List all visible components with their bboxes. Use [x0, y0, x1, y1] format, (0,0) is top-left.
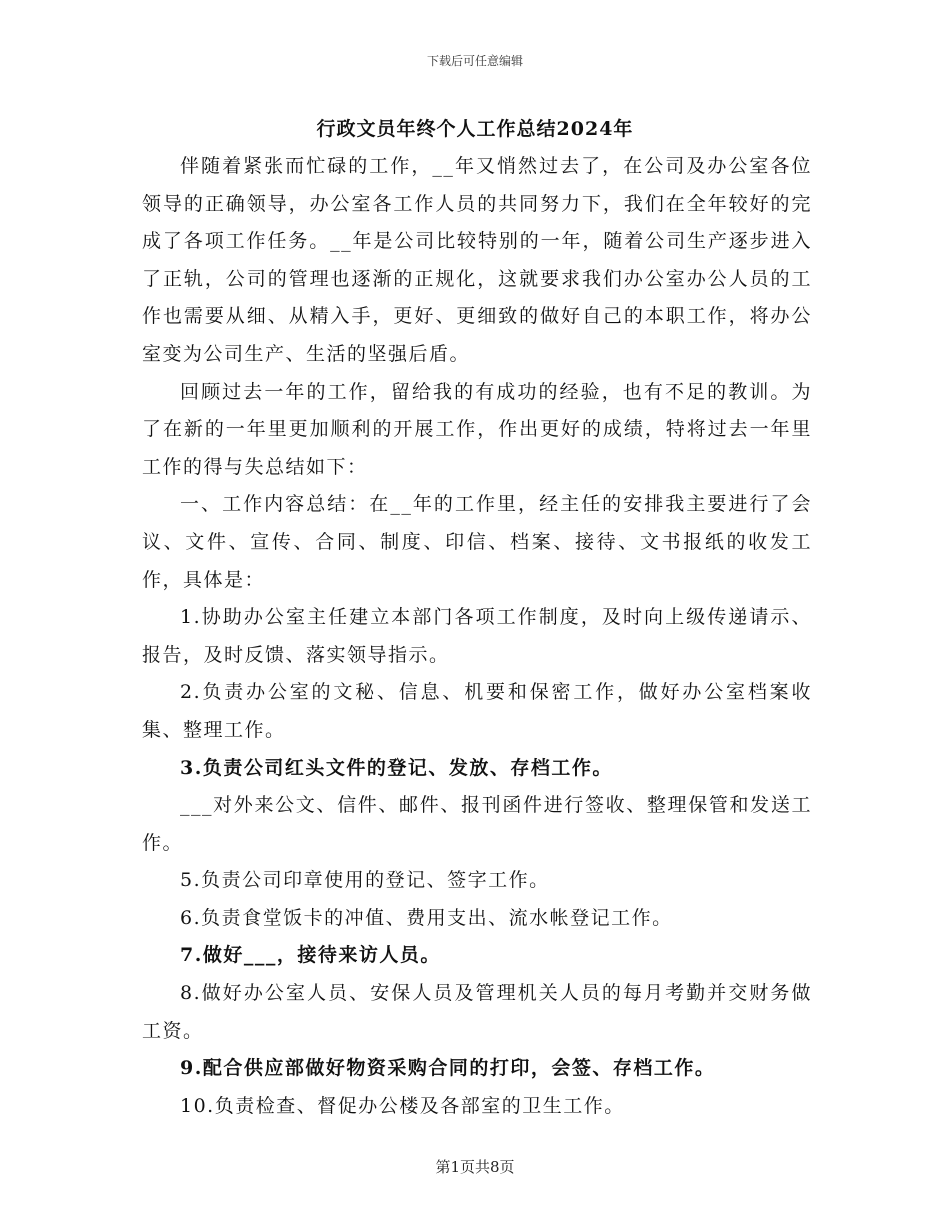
paragraph-intro: 伴随着紧张而忙碌的工作，__年又悄然过去了，在公司及办公室各位领导的正确领导，办公室各工作人员的共同努力下，我们在全年较好的完成了各项工作任务。__年是公司比较特别的一年，随着公司生产逐步进入了正轨，公司的管理也逐渐的正规化，这就要求我们办公室办公人员的工作也需要从细、从精入手，更好、更细致的做好自己的本职工作，将办公室变为公司生产、生活的坚强后盾。 [142, 155, 812, 365]
list-item-6: 6.负责食堂饭卡的冲值、费用支出、流水帐登记工作。 [180, 906, 673, 929]
page-header-note: 下载后可任意编辑 [426, 54, 523, 68]
page-number: 第1页共8页 [435, 1158, 515, 1176]
list-item-5: 5.负责公司印章使用的登记、签字工作。 [180, 869, 550, 892]
list-item-2: 2.负责办公室的文秘、信息、机要和保密工作，做好办公室档案收集、整理工作。 [142, 681, 812, 741]
paragraph-section-one: 一、工作内容总结：在__年的工作里，经主任的安排我主要进行了会议、文件、宣传、合同、制度、印信、档案、接待、文书报纸的收发工作，具体是： [142, 493, 812, 591]
list-item-8: 8.做好办公室人员、安保人员及管理机关人员的每月考勤并交财务做工资。 [142, 982, 812, 1042]
list-item-1: 1.协助办公室主任建立本部门各项工作制度，及时向上级传递请示、报告，及时反馈、落实领导指示。 [142, 606, 812, 666]
list-item-3: 3.负责公司红头文件的登记、发放、存档工作。 [180, 756, 613, 779]
list-item-7: 7.做好___，接待来访人员。 [180, 944, 441, 967]
document-body [142, 148, 812, 1125]
paragraph-review: 回顾过去一年的工作，留给我的有成功的经验，也有不足的教训。为了在新的一年里更加顺利的开展工作，作出更好的成绩，特将过去一年里工作的得与失总结如下： [142, 380, 812, 478]
document-title: 行政文员年终个人工作总结2024年 [316, 118, 634, 140]
list-item-9: 9.配合供应部做好物资采购合同的打印，会签、存档工作。 [180, 1057, 716, 1080]
list-item-4: ___对外来公文、信件、邮件、报刊函件进行签收、整理保管和发送工作。 [142, 794, 812, 854]
list-item-10: 10.负责检查、督促办公楼及各部室的卫生工作。 [180, 1094, 625, 1117]
